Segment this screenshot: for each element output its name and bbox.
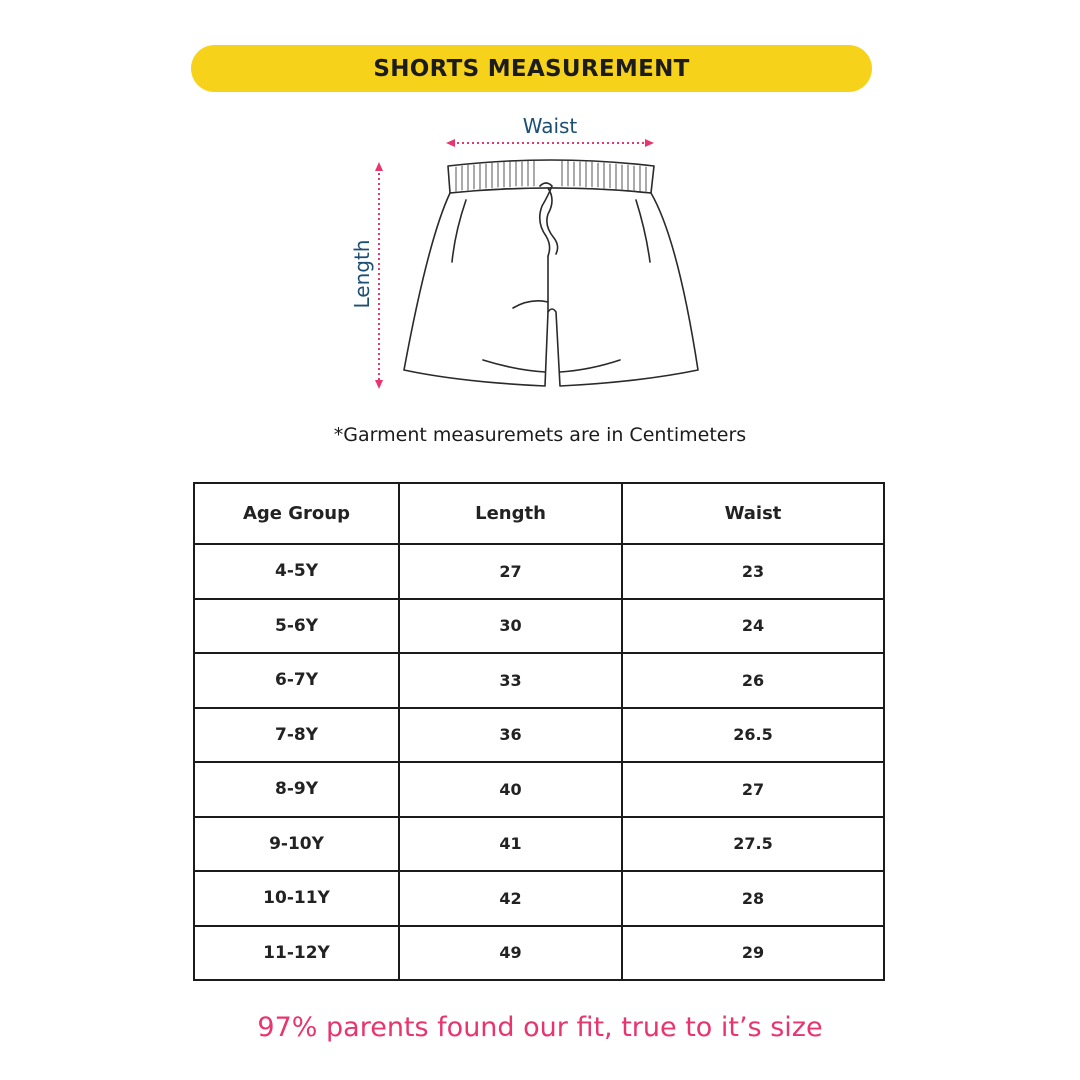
waist-arrow bbox=[446, 139, 654, 147]
length-cell: 42 bbox=[399, 871, 622, 926]
age-cell: 6-7Y bbox=[194, 653, 399, 708]
age-cell: 7-8Y bbox=[194, 708, 399, 763]
length-cell: 36 bbox=[399, 708, 622, 763]
length-cell: 40 bbox=[399, 762, 622, 817]
waist-cell: 26 bbox=[622, 653, 884, 708]
age-cell: 11-12Y bbox=[194, 926, 399, 981]
header-age-group: Age Group bbox=[194, 483, 399, 544]
age-cell: 10-11Y bbox=[194, 871, 399, 926]
length-cell: 49 bbox=[399, 926, 622, 981]
age-cell: 8-9Y bbox=[194, 762, 399, 817]
length-cell: 27 bbox=[399, 544, 622, 599]
waist-cell: 28 bbox=[622, 871, 884, 926]
table-row bbox=[194, 708, 884, 763]
size-chart-table bbox=[193, 482, 885, 981]
age-cell: 4-5Y bbox=[194, 544, 399, 599]
table-row bbox=[194, 599, 884, 654]
waist-cell: 27.5 bbox=[622, 817, 884, 872]
table-row bbox=[194, 817, 884, 872]
waist-cell: 29 bbox=[622, 926, 884, 981]
waist-label: Waist bbox=[522, 114, 578, 138]
title-banner bbox=[191, 45, 872, 92]
table-row bbox=[194, 871, 884, 926]
length-cell: 30 bbox=[399, 599, 622, 654]
shorts-illustration bbox=[404, 160, 698, 386]
length-arrow bbox=[375, 162, 383, 389]
length-cell: 41 bbox=[399, 817, 622, 872]
table-row bbox=[194, 544, 884, 599]
shorts-diagram bbox=[330, 108, 710, 408]
age-cell: 9-10Y bbox=[194, 817, 399, 872]
length-cell: 33 bbox=[399, 653, 622, 708]
header-waist: Waist bbox=[622, 483, 884, 544]
header-length: Length bbox=[399, 483, 622, 544]
waist-cell: 23 bbox=[622, 544, 884, 599]
waist-cell: 24 bbox=[622, 599, 884, 654]
table-row bbox=[194, 926, 884, 981]
waist-cell: 26.5 bbox=[622, 708, 884, 763]
waist-cell: 27 bbox=[622, 762, 884, 817]
age-cell: 5-6Y bbox=[194, 599, 399, 654]
table-row bbox=[194, 762, 884, 817]
fit-tagline: 97% parents found our fit, true to it’s size bbox=[257, 1012, 823, 1043]
page-title: SHORTS MEASUREMENT bbox=[373, 55, 690, 82]
table-header-row bbox=[194, 483, 884, 544]
measurement-note: *Garment measuremets are in Centimeters bbox=[333, 424, 747, 446]
length-label: Length bbox=[350, 239, 374, 309]
table-row bbox=[194, 653, 884, 708]
